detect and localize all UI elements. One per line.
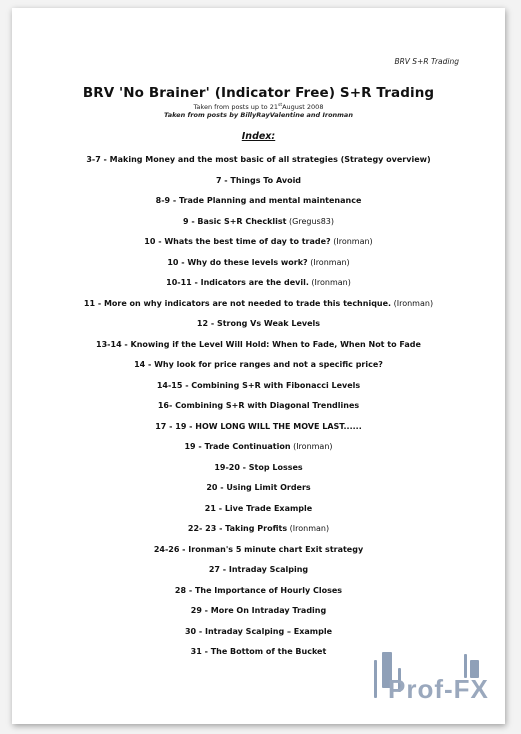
subtitle-sup: st bbox=[277, 103, 283, 108]
index-item-text: 10-11 - Indicators are the devil. bbox=[166, 278, 309, 287]
logo-text: Prof-FX bbox=[388, 674, 489, 704]
index-item-text: 14 - Why look for price ranges and not a specific price? bbox=[134, 360, 383, 369]
index-item-text: 20 - Using Limit Orders bbox=[206, 483, 311, 492]
index-item-text: 30 - Intraday Scalping – Example bbox=[184, 626, 333, 636]
subtitle-prefix: Taken from posts up to 21 bbox=[193, 103, 278, 112]
index-item bbox=[12, 604, 505, 625]
index-item-text: 8-9 - Trade Planning and mental maintenance bbox=[155, 196, 362, 205]
index-item-text: 14-15 - Combining S+R with Fibonacci Levels bbox=[156, 380, 361, 390]
index-item bbox=[12, 358, 505, 379]
prof-fx-logo bbox=[360, 648, 510, 708]
index-item-author: (Ironman) bbox=[330, 237, 373, 246]
index-item-text: 19-20 - Stop Losses bbox=[214, 462, 303, 472]
document-page bbox=[12, 8, 505, 724]
index-item-text: 13-14 - Knowing if the Level Will Hold: When to Fade, When Not to Fade bbox=[96, 339, 421, 349]
index-item bbox=[12, 297, 505, 318]
index-item bbox=[12, 256, 505, 277]
index-item bbox=[12, 625, 505, 646]
index-item-author: (Ironman) bbox=[391, 298, 434, 308]
index-item bbox=[12, 420, 505, 441]
index-item bbox=[12, 584, 505, 605]
index-list bbox=[12, 153, 505, 666]
document-authors: Taken from posts by BillyRayValentine and Ironman bbox=[164, 111, 353, 119]
index-item-author: (Ironman) bbox=[307, 257, 350, 267]
index-item bbox=[12, 481, 505, 502]
index-item bbox=[12, 379, 505, 400]
index-item-text: 12 - Strong Vs Weak Levels bbox=[196, 319, 321, 328]
index-item bbox=[12, 174, 505, 195]
index-item-text: 10 - Whats the best time of day to trade? bbox=[144, 237, 331, 246]
index-item-text: 11 - More on why indicators are not needed to trade this technique. bbox=[83, 298, 392, 308]
index-item-author: (Gregus83) bbox=[286, 216, 335, 226]
index-item bbox=[12, 235, 505, 256]
index-item-text: 19 - Trade Continuation bbox=[184, 442, 291, 451]
document-subtitle bbox=[12, 103, 505, 111]
index-item bbox=[12, 317, 505, 338]
index-item bbox=[12, 276, 505, 297]
index-item-text: 28 - The Importance of Hourly Closes bbox=[174, 585, 343, 595]
index-item bbox=[12, 440, 505, 461]
index-item bbox=[12, 194, 505, 215]
running-header: BRV S+R Trading bbox=[394, 57, 459, 66]
index-heading: Index: bbox=[241, 131, 276, 142]
index-item-text: 16- Combining S+R with Diagonal Trendlines bbox=[157, 401, 360, 410]
index-item-text: 22- 23 - Taking Profits bbox=[187, 524, 288, 533]
index-item bbox=[12, 502, 505, 523]
index-item-text: 31 - The Bottom of the Bucket bbox=[190, 647, 327, 656]
index-item bbox=[12, 543, 505, 564]
index-item-text: 24-26 - Ironman's 5 minute chart Exit strategy bbox=[153, 544, 364, 554]
index-item bbox=[12, 461, 505, 482]
index-item bbox=[12, 153, 505, 174]
index-item-text: 17 - 19 - HOW LONG WILL THE MOVE LAST...... bbox=[155, 421, 362, 431]
index-item bbox=[12, 338, 505, 359]
index-item-text: 3-7 - Making Money and the most basic of all strategies (Strategy overview) bbox=[86, 155, 431, 164]
document-title: BRV 'No Brainer' (Indicator Free) S+R Trading bbox=[82, 85, 435, 101]
index-item bbox=[12, 215, 505, 236]
index-item-text: 10 - Why do these levels work? bbox=[167, 257, 308, 267]
index-item bbox=[12, 399, 505, 420]
index-item-author: (Ironman) bbox=[287, 524, 330, 533]
index-item-text: 27 - Intraday Scalping bbox=[208, 565, 309, 574]
index-item-author: (Ironman) bbox=[308, 278, 351, 287]
index-item-text: 9 - Basic S+R Checklist bbox=[182, 216, 287, 226]
index-item bbox=[12, 563, 505, 584]
index-item-author: (Ironman) bbox=[290, 442, 333, 451]
index-item-text: 29 - More On Intraday Trading bbox=[190, 606, 327, 615]
index-item-text: 21 - Live Trade Example bbox=[204, 503, 313, 513]
index-item bbox=[12, 522, 505, 543]
subtitle-suffix: August 2008 bbox=[282, 103, 324, 112]
index-item-text: 7 - Things To Avoid bbox=[215, 175, 302, 185]
